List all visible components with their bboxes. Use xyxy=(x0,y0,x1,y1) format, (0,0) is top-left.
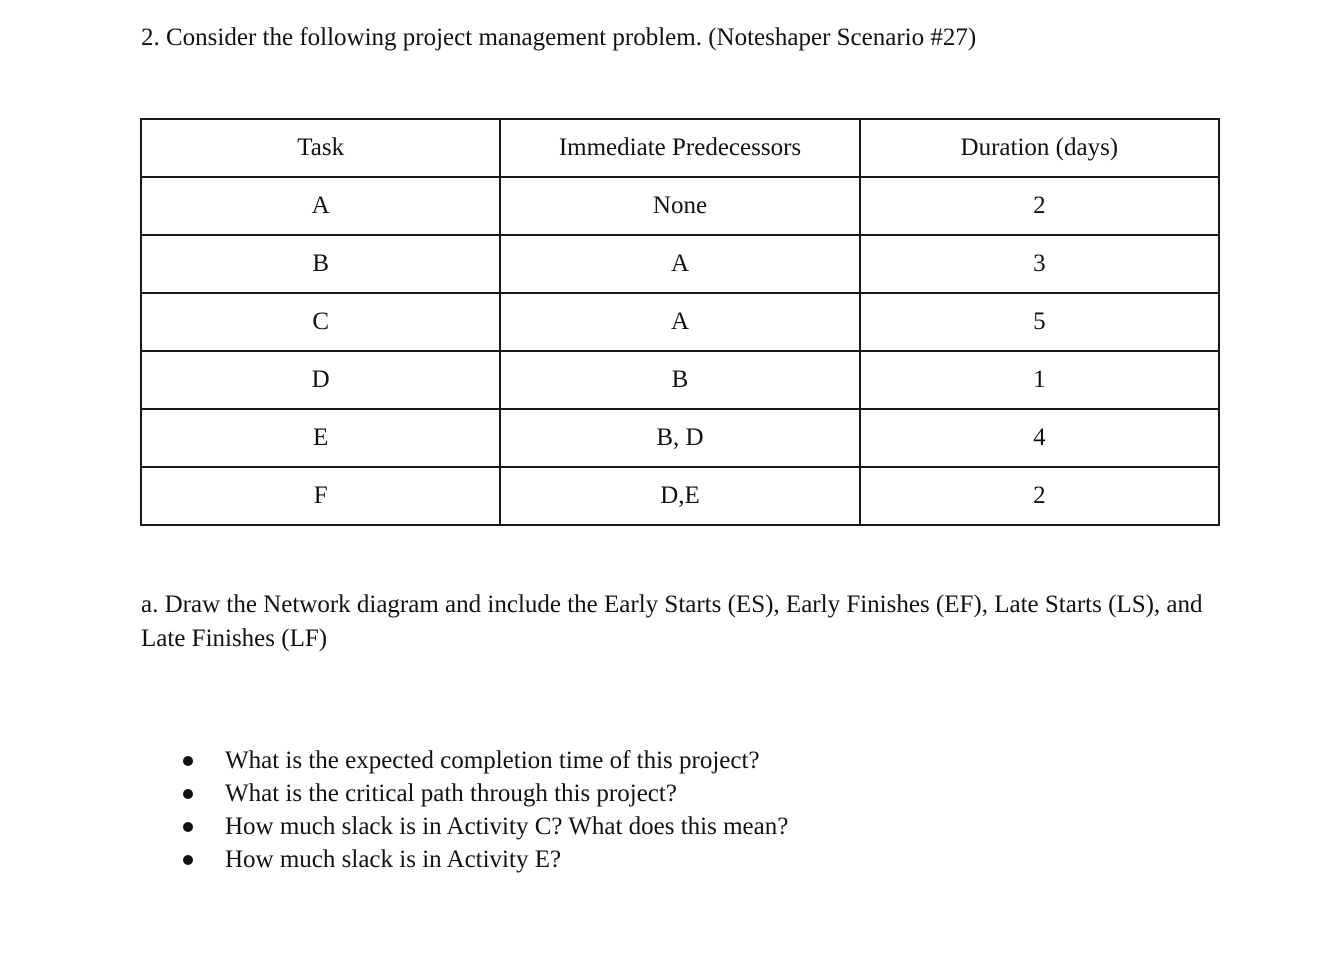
cell-duration: 2 xyxy=(860,467,1219,525)
bullet-text: What is the expected completion time of this project? xyxy=(225,747,760,774)
problem-heading: 2. Consider the following project management problem. (Noteshaper Scenario #27) xyxy=(141,24,977,51)
bullet-dot-icon xyxy=(183,822,193,832)
table-row xyxy=(141,293,1219,351)
cell-duration: 2 xyxy=(860,177,1219,235)
list-item xyxy=(180,777,788,810)
cell-duration: 1 xyxy=(860,351,1219,409)
bullet-dot-icon xyxy=(183,756,193,766)
question-a: a. Draw the Network diagram and include the Early Starts (ES), Early Finishes (EF), Late Starts (LS), and Late Finishes (LF) xyxy=(141,591,1203,652)
question-bullet-list xyxy=(180,744,788,876)
header-predecessors: Immediate Predecessors xyxy=(500,119,859,177)
header-task: Task xyxy=(141,119,500,177)
cell-duration: 3 xyxy=(860,235,1219,293)
cell-task: B xyxy=(141,235,500,293)
cell-predecessors: A xyxy=(500,293,859,351)
cell-predecessors: B, D xyxy=(500,409,859,467)
table-row xyxy=(141,467,1219,525)
bullet-dot-icon xyxy=(183,789,193,799)
cell-predecessors: A xyxy=(500,235,859,293)
table-row xyxy=(141,351,1219,409)
table-row xyxy=(141,177,1219,235)
bullet-text: How much slack is in Activity E? xyxy=(225,846,562,873)
bullet-dot-icon xyxy=(183,855,193,865)
task-table xyxy=(140,118,1220,526)
cell-task: F xyxy=(141,467,500,525)
table-row xyxy=(141,409,1219,467)
list-item xyxy=(180,843,788,876)
cell-duration: 4 xyxy=(860,409,1219,467)
bullet-text: What is the critical path through this project? xyxy=(225,780,677,807)
cell-duration: 5 xyxy=(860,293,1219,351)
cell-task: C xyxy=(141,293,500,351)
cell-predecessors: D,E xyxy=(500,467,859,525)
header-duration: Duration (days) xyxy=(860,119,1219,177)
bullet-text: How much slack is in Activity C? What does this mean? xyxy=(225,813,789,840)
list-item xyxy=(180,744,788,777)
table-header-row xyxy=(141,119,1219,177)
cell-task: A xyxy=(141,177,500,235)
cell-predecessors: None xyxy=(500,177,859,235)
table-row xyxy=(141,235,1219,293)
list-item xyxy=(180,810,788,843)
cell-predecessors: B xyxy=(500,351,859,409)
cell-task: D xyxy=(141,351,500,409)
cell-task: E xyxy=(141,409,500,467)
